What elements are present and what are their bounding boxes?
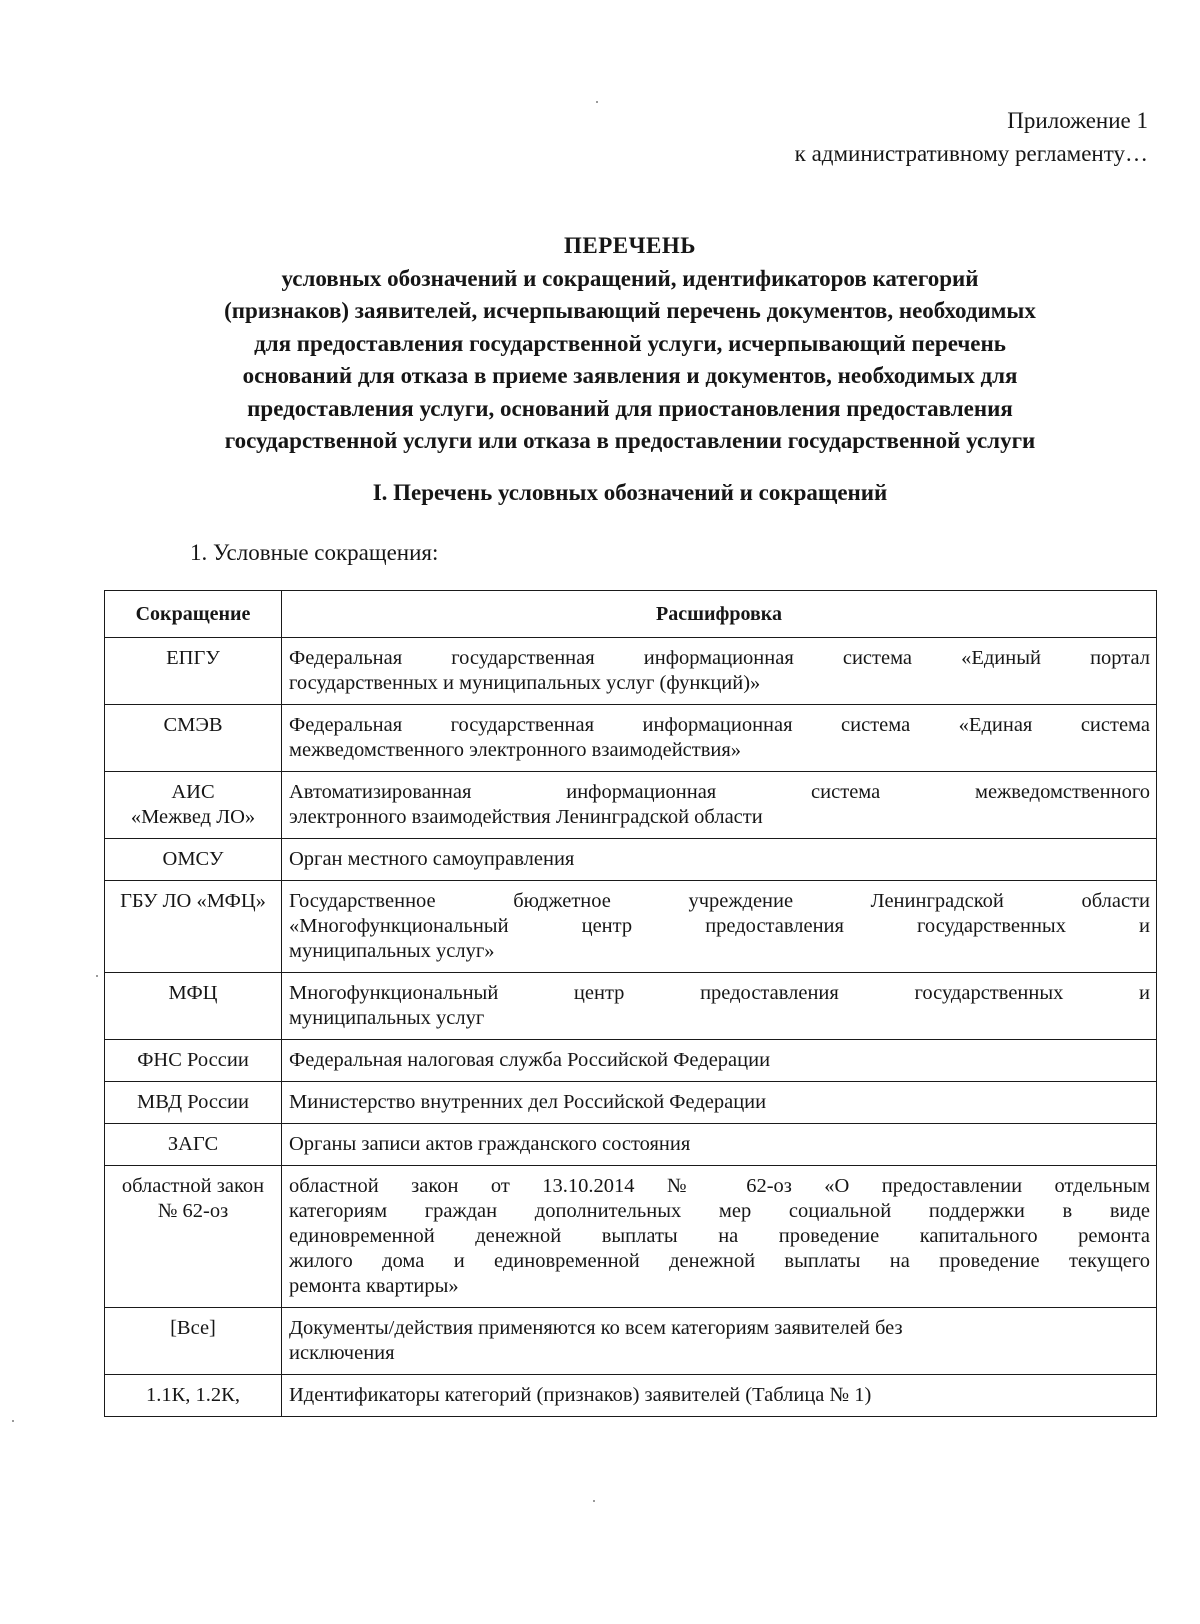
table-row <box>105 638 1157 705</box>
decoding-line: Федеральная государственная информационная система «Единая система <box>289 714 1150 736</box>
appendix-note <box>795 104 1148 170</box>
abbreviation-line: № 62-оз <box>157 1200 229 1222</box>
decoding-line: государственных и муниципальных услуг (функций)» <box>289 672 761 694</box>
decoding-cell <box>282 881 1157 973</box>
decoding-line: электронного взаимодействия Ленинградской области <box>289 806 763 828</box>
decoding-line: жилого дома и единовременной денежной выплаты на проведение текущего <box>289 1250 1150 1272</box>
table-header-row <box>105 591 1157 638</box>
table-row <box>105 1375 1157 1417</box>
decoding-line: Автоматизированная информационная система межведомственного <box>289 781 1150 803</box>
decoding-cell <box>282 973 1157 1040</box>
abbreviation-line: МФЦ <box>168 982 218 1004</box>
abbreviation-cell <box>105 1082 282 1124</box>
heading-line: оснований для отказа в приеме заявления и документов, необходимых для <box>242 363 1018 388</box>
abbreviation-line: ОМСУ <box>162 848 224 870</box>
decoding-line: Документы/действия применяются ко всем категориям заявителей без <box>289 1317 903 1339</box>
appendix-line-1: Приложение 1 <box>1007 108 1148 133</box>
abbreviations-table <box>104 590 1157 1417</box>
abbreviation-line: ГБУ ЛО «МФЦ» <box>120 890 266 912</box>
scan-speck <box>12 1420 14 1422</box>
scan-speck <box>593 1500 595 1502</box>
heading-line: (признаков) заявителей, исчерпывающий перечень документов, необходимых <box>224 298 1036 323</box>
abbreviation-cell <box>105 705 282 772</box>
abbreviation-cell <box>105 1375 282 1417</box>
decoding-line: Многофункциональный центр предоставления государственных и <box>289 982 1150 1004</box>
abbreviation-cell <box>105 839 282 881</box>
decoding-line: Орган местного самоуправления <box>289 848 575 870</box>
decoding-cell <box>282 839 1157 881</box>
heading-line: для предоставления государственной услуги, исчерпывающий перечень <box>254 330 1006 356</box>
decoding-line: «Многофункциональный центр предоставления государственных и <box>289 915 1150 937</box>
scan-speck <box>596 101 598 103</box>
decoding-line: Государственное бюджетное учреждение Ленинградской области <box>289 890 1150 912</box>
table-row <box>105 772 1157 839</box>
decoding-line: муниципальных услуг» <box>289 940 495 962</box>
decoding-line: единовременной денежной выплаты на проведение капитального ремонта <box>289 1225 1150 1247</box>
table-row <box>105 1308 1157 1375</box>
decoding-line: Органы записи актов гражданского состояния <box>289 1133 691 1155</box>
heading-line: условных обозначений и сокращений, идентификаторов категорий <box>281 265 979 291</box>
scan-speck <box>96 975 98 977</box>
abbreviation-cell <box>105 881 282 973</box>
header-decoding: Расшифровка <box>282 591 1157 638</box>
abbreviation-cell <box>105 772 282 839</box>
abbreviation-line: ФНС России <box>137 1049 249 1071</box>
decoding-cell <box>282 1040 1157 1082</box>
heading-line: предоставления услуги, оснований для приостановления предоставления <box>247 395 1013 421</box>
decoding-line: областной закон от 13.10.2014 № 62-оз «О предоставлении отдельным <box>289 1175 1150 1197</box>
decoding-line: муниципальных услуг <box>289 1007 485 1029</box>
header-abbreviation: Сокращение <box>105 591 282 638</box>
appendix-line-2: к административному регламенту… <box>794 141 1148 166</box>
decoding-cell <box>282 705 1157 772</box>
section-title: I. Перечень условных обозначений и сокращений <box>372 480 888 505</box>
table-row <box>105 1040 1157 1082</box>
table-row <box>105 1166 1157 1308</box>
abbreviation-line: «Межвед ЛО» <box>130 806 256 828</box>
table-row <box>105 839 1157 881</box>
document-heading <box>110 230 1150 458</box>
abbreviation-line: 1.1К, 1.2К, <box>146 1384 240 1406</box>
heading-title: ПЕРЕЧЕНЬ <box>564 233 696 258</box>
table-body <box>105 638 1157 1417</box>
abbreviation-line: [Все] <box>170 1317 216 1339</box>
decoding-cell <box>282 638 1157 705</box>
decoding-line: исключения <box>289 1342 395 1364</box>
abbreviation-line: ЗАГС <box>167 1133 219 1155</box>
decoding-cell <box>282 1124 1157 1166</box>
table-row <box>105 973 1157 1040</box>
table-row <box>105 1124 1157 1166</box>
decoding-cell <box>282 1375 1157 1417</box>
decoding-line: Федеральная налоговая служба Российской Федерации <box>289 1049 771 1071</box>
table-row <box>105 705 1157 772</box>
abbreviation-line: ЕПГУ <box>166 647 220 669</box>
abbreviation-cell <box>105 1124 282 1166</box>
heading-line: государственной услуги или отказа в предоставлении государственной услуги <box>224 428 1036 453</box>
abbreviation-cell <box>105 1308 282 1375</box>
decoding-cell <box>282 772 1157 839</box>
abbreviation-line: областной закон <box>121 1175 265 1197</box>
abbreviation-cell <box>105 1040 282 1082</box>
decoding-cell <box>282 1308 1157 1375</box>
item-title: 1. Условные сокращения: <box>190 540 439 565</box>
abbreviation-cell <box>105 638 282 705</box>
table-row <box>105 881 1157 973</box>
abbreviation-cell <box>105 1166 282 1308</box>
decoding-line: межведомственного электронного взаимодействия» <box>289 739 742 761</box>
table-row <box>105 1082 1157 1124</box>
decoding-line: Министерство внутренних дел Российской Федерации <box>289 1091 767 1113</box>
decoding-cell <box>282 1166 1157 1308</box>
decoding-line: Федеральная государственная информационная система «Единый портал <box>289 647 1150 669</box>
abbreviation-cell <box>105 973 282 1040</box>
decoding-line: ремонта квартиры» <box>289 1275 459 1297</box>
abbreviation-line: МВД России <box>136 1091 250 1113</box>
abbreviation-line: АИС <box>171 781 215 803</box>
decoding-line: категориям граждан дополнительных мер социальной поддержки в виде <box>289 1200 1150 1222</box>
abbreviation-line: СМЭВ <box>163 714 223 736</box>
decoding-cell <box>282 1082 1157 1124</box>
decoding-line: Идентификаторы категорий (признаков) заявителей (Таблица № 1) <box>289 1384 872 1406</box>
